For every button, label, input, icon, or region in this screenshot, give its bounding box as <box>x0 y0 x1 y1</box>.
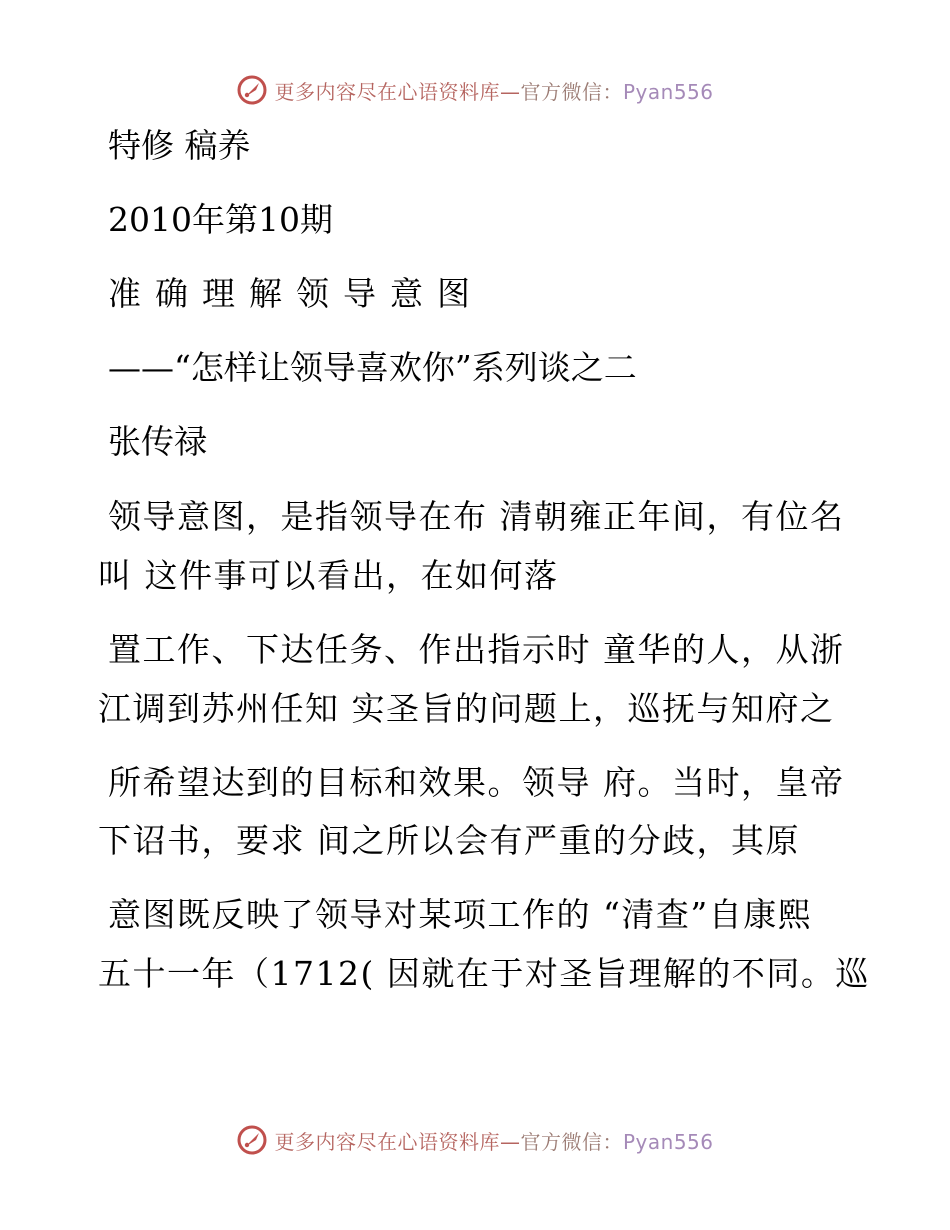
body-line: 所希望达到的目标和效果。领导 府。当时，皇帝 <box>108 763 845 802</box>
body-line: 江调到苏州任知 实圣旨的问题上，巡抚与知府之 <box>98 689 835 728</box>
body-line: 置工作、下达任务、作出指示时 童华的人，从浙 <box>108 630 845 669</box>
body-line: 领导意图，是指领导在布 清朝雍正年间，有位名 <box>108 497 845 536</box>
watermark-text <box>274 1126 713 1155</box>
watermark-wechat-label: 官方微信： <box>520 1129 623 1154</box>
column-label: 特修 稿养 <box>108 126 251 165</box>
quill-logo-icon <box>236 74 268 106</box>
body-line: 叫 这件事可以看出，在如何落 <box>98 556 559 595</box>
body-line: 五十一年（1712( 因就在于对圣旨理解的不同。巡 <box>98 954 870 993</box>
watermark-banner-top <box>0 70 950 110</box>
article-title: 准确理解领导意图 <box>108 274 484 313</box>
watermark-wechat-label: 官方微信： <box>520 79 623 104</box>
watermark-banner-bottom <box>0 1120 950 1160</box>
author-name: 张传禄 <box>108 422 207 461</box>
issue-label: 2010年第10期 <box>108 200 333 239</box>
watermark-text <box>274 76 713 105</box>
watermark-site-text: 更多内容尽在心语资料库 <box>274 1129 500 1154</box>
watermark-wechat-account: Pyan556 <box>622 79 714 104</box>
quill-logo-icon <box>236 1124 268 1156</box>
watermark-site-text: 更多内容尽在心语资料库 <box>274 79 500 104</box>
article-subtitle: ——“怎样让领导喜欢你”系列谈之二 <box>108 348 637 387</box>
watermark-wechat-account: Pyan556 <box>622 1129 714 1154</box>
body-line: 下诏书，要求 间之所以会有严重的分歧，其原 <box>98 821 800 860</box>
watermark-dash: — <box>499 79 521 104</box>
watermark-dash: — <box>499 1129 521 1154</box>
body-line: 意图既反映了领导对某项工作的 “清查”自康熙 <box>108 895 813 934</box>
